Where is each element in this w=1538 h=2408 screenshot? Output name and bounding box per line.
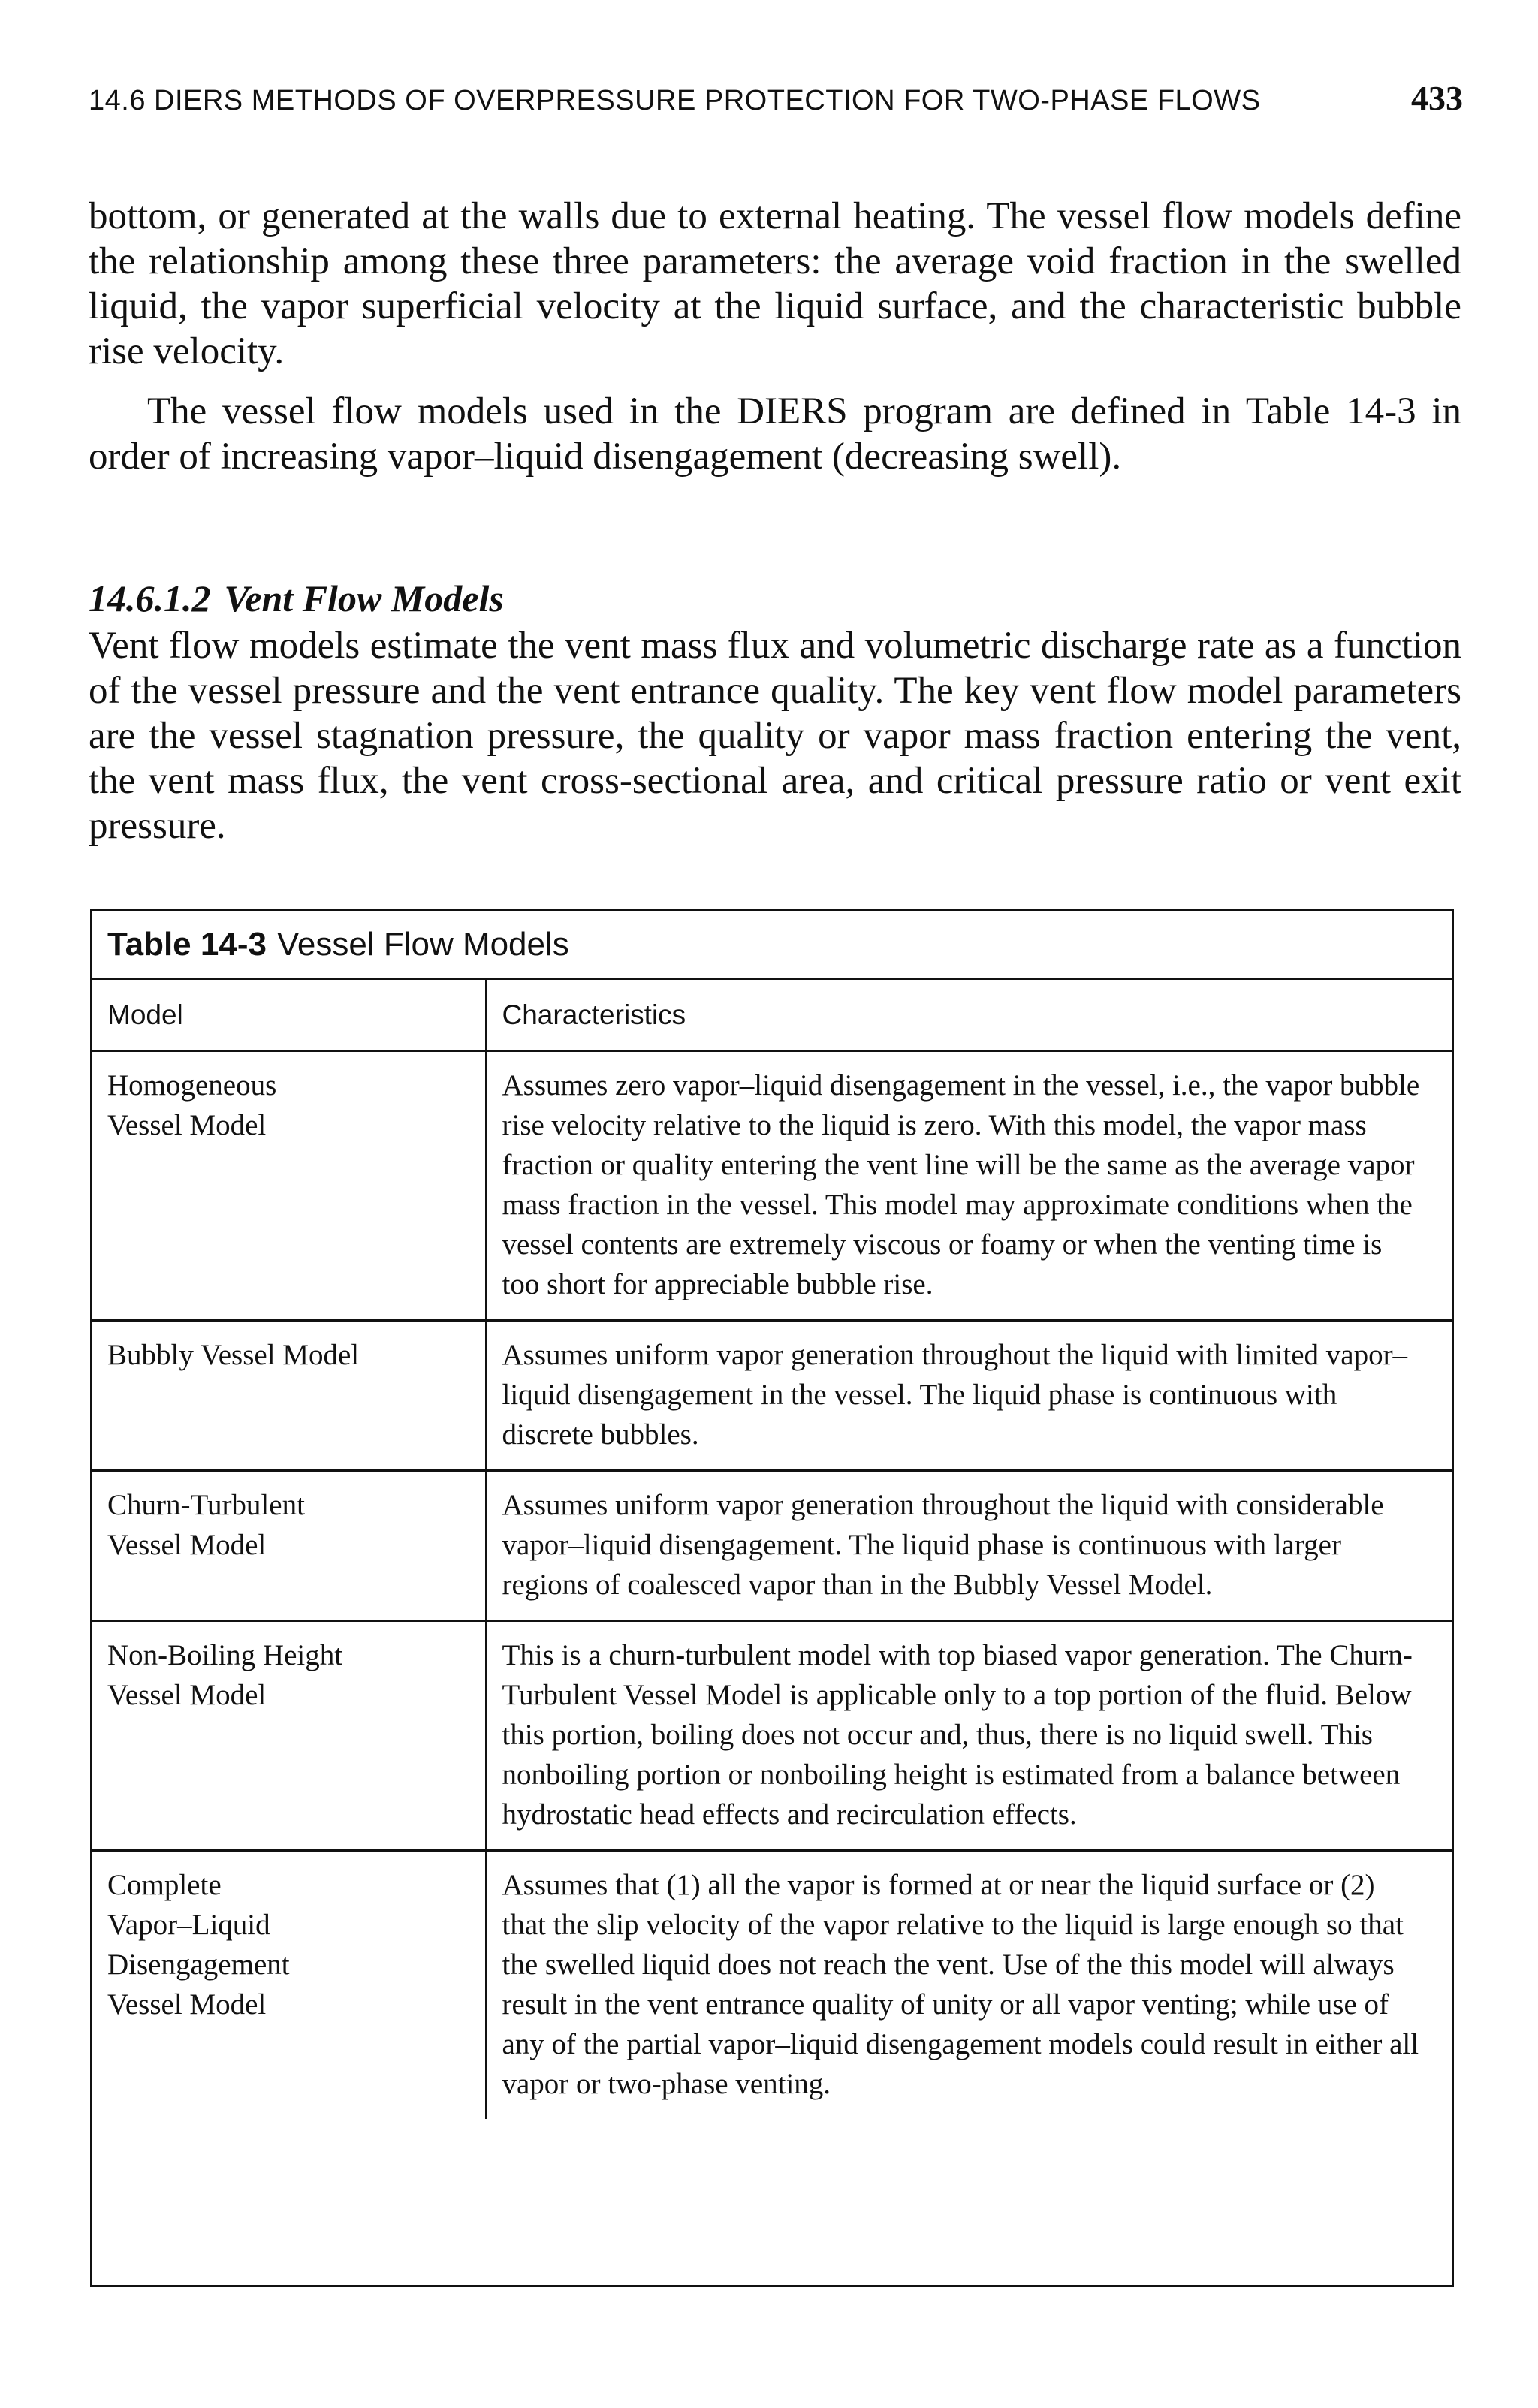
- model-name: Bubbly Vessel Model: [107, 1339, 360, 1371]
- model-cell: [92, 1471, 486, 1621]
- model-name: Non-Boiling Height Vessel Model: [107, 1639, 343, 1711]
- characteristics-cell: Assumes zero vapor–liquid disengagement in the vessel, i.e., the vapor bubble rise velocity relative to the liquid is zero. With this model, the vapor mass fraction or quality entering the vent line will be the same as the average vapor mass fraction in the vessel. This model may approximate conditions when the vessel contents are extremely viscous or foamy or when the venting time is too short for appreciable bubble rise.: [486, 1051, 1452, 1321]
- table-row: [92, 1851, 1452, 2120]
- section-number: 14.6.1.2: [89, 577, 211, 619]
- model-name: Complete Vapor–Liquid Disengagement Vessel Model: [107, 1869, 290, 2021]
- model-cell: [92, 1051, 486, 1321]
- table-caption-label: Table 14-3: [107, 925, 267, 963]
- table-caption: [92, 911, 1452, 980]
- column-header-model: Model: [92, 980, 486, 1051]
- model-name: Churn-Turbulent Vessel Model: [107, 1489, 305, 1561]
- body-paragraph-2: The vessel flow models used in the DIERS program are defined in Table 14-3 in order of increasing vapor–liquid disengagement (decreasing swell).: [89, 390, 1461, 478]
- characteristics-cell: Assumes that (1) all the vapor is formed at or near the liquid surface or (2) that the slip velocity of the vapor relative to the liquid is large enough so that the swelled liquid does not reach the vent. Use of the this model will always result in the vent entrance quality of unity or all vapor venting; while use of any of the partial vapor–liquid disengagement models could result in either all vapor or two-phase venting.: [502, 1869, 1419, 2100]
- table-caption-title: Vessel Flow Models: [276, 925, 569, 963]
- characteristics-cell: This is a churn-turbulent model with top biased vapor generation. The Churn-Turbulent Vessel Model is applicable only to a top portion of the fluid. Below this portion, boiling does not occur and, thus, there is no liquid swell. This nonboiling portion or nonboiling height is estimated from a balance between hydrostatic head effects and recirculation effects.: [486, 1621, 1452, 1851]
- column-header-characteristics: Characteristics: [486, 980, 1452, 1051]
- table-row: [92, 1051, 1452, 1321]
- body-paragraph-1: bottom, or generated at the walls due to external heating. The vessel flow models define the relationship among these three parameters: the average void fraction in the swelled liquid, the vapor superficial velocity at the liquid surface, and the characteristic bubble rise velocity.: [89, 195, 1461, 372]
- page-number: 433: [1411, 79, 1463, 117]
- section-heading: [89, 577, 504, 620]
- table-header-row: [92, 980, 1452, 1051]
- models-table: [92, 980, 1452, 2119]
- model-cell: [92, 1321, 486, 1471]
- table-row: [92, 1321, 1452, 1471]
- running-title: 14.6 DIERS METHODS OF OVERPRESSURE PROTECTION FOR TWO-PHASE FLOWS: [89, 85, 1261, 116]
- body-paragraph-3: Vent flow models estimate the vent mass flux and volumetric discharge rate as a function of the vessel pressure and the vent entrance quality. The key vent flow model parameters are the vessel stagnation pressure, the quality or vapor mass fraction entering the vent, the vent mass flux, the vent cross-sectional area, and critical pressure ratio or vent exit pressure.: [89, 625, 1461, 847]
- characteristics-cell: Assumes uniform vapor generation throughout the liquid with limited vapor–liquid disengagement in the vessel. The liquid phase is continuous with discrete bubbles.: [486, 1321, 1452, 1471]
- model-cell: [92, 1851, 486, 2120]
- characteristics-cell: Assumes uniform vapor generation throughout the liquid with considerable vapor–liquid disengagement. The liquid phase is continuous with larger regions of coalesced vapor than in the Bubbly Vessel Model.: [486, 1471, 1452, 1621]
- table-row: [92, 1621, 1452, 1851]
- running-head: [89, 78, 1463, 123]
- section-title: Vent Flow Models: [224, 577, 504, 619]
- model-cell: [92, 1621, 486, 1851]
- vessel-flow-models-table: [90, 909, 1454, 2287]
- model-name: Homogeneous Vessel Model: [107, 1069, 277, 1141]
- table-row: [92, 1471, 1452, 1621]
